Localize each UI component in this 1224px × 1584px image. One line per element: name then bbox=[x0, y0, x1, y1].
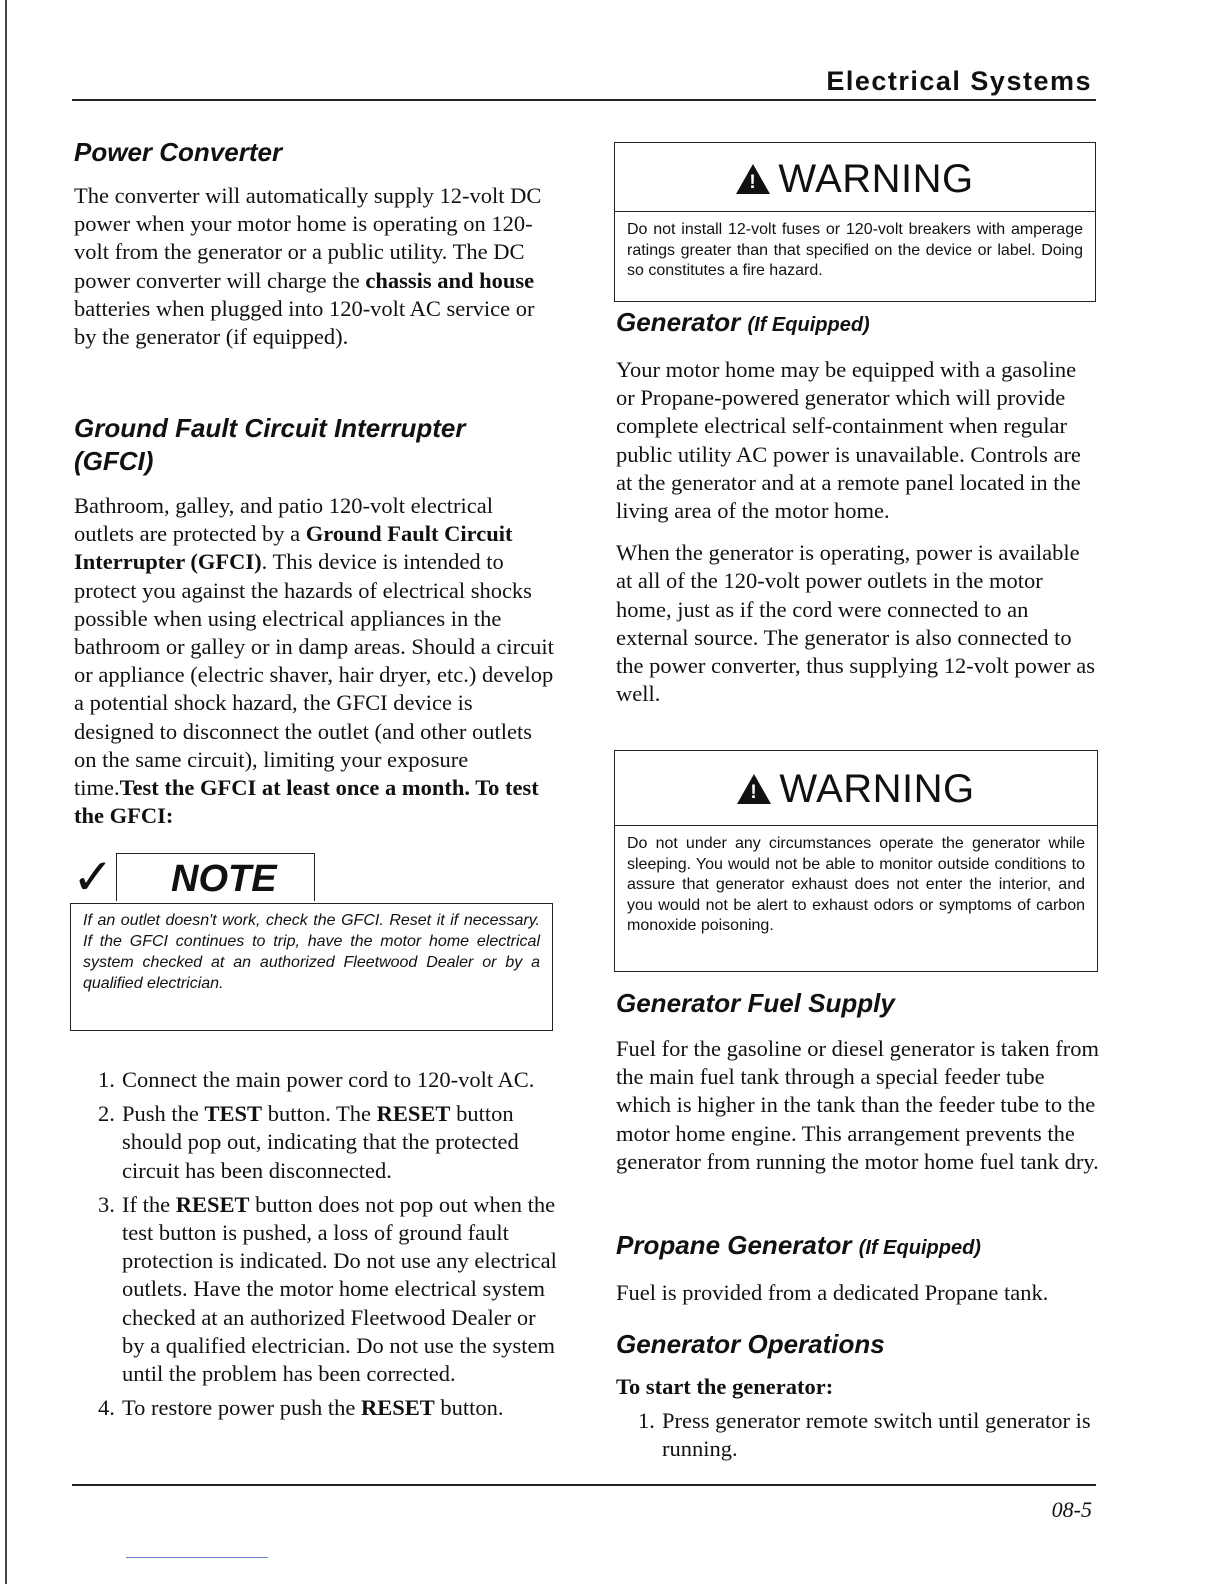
warning-title: ! WARNING bbox=[615, 751, 1097, 826]
left-margin-line bbox=[5, 0, 7, 1584]
operations-subheading: To start the generator: bbox=[616, 1374, 834, 1399]
generator-heading: Generator (If Equipped) bbox=[616, 307, 870, 337]
generator-section bbox=[616, 306, 1100, 708]
warning-text: Do not install 12-volt fuses or 120-volt breakers with amperage ratings greater than that specified on the device or label. Doing so constitutes a fire hazard. bbox=[627, 221, 1083, 279]
note-text: If an outlet doesn't work, check the GFCI. Reset it if necessary. If the GFCI continues to trip, have the motor home electrical system checked at an authorized Fleetwood Dealer or by a qualified electrician. bbox=[83, 912, 540, 992]
gfci-test-steps bbox=[76, 1066, 558, 1428]
gfci-heading: Ground Fault Circuit Interrupter (GFCI) bbox=[74, 413, 466, 476]
warning-text: Do not under any circumstances operate the generator while sleeping. You would not be able to monitor outside conditions to assure that generator exhaust does not enter the interior, and you would not be alert to exhaust odors or symptoms of carbon monoxide poisoning. bbox=[627, 835, 1085, 934]
propane-heading: Propane Generator (If Equipped) bbox=[616, 1230, 981, 1260]
warning-box-sleeping bbox=[614, 750, 1098, 972]
power-converter-heading: Power Converter bbox=[74, 137, 283, 167]
power-converter-section bbox=[74, 136, 554, 351]
power-converter-text: The converter will automatically supply 12-volt DC power when your motor home is operating on 120-volt from the generator or a public utility. The DC power converter will charge the chassis and house batteries when plugged into 120-volt AC service or by the generator (if equipped). bbox=[74, 183, 542, 350]
propane-section bbox=[616, 1229, 1100, 1307]
generator-text-2: When the generator is operating, power is available at all of the 120-volt power outlets in the motor home, just as if the cord were connected to an external source. The generator is also connected to the power converter, thus supplying 12-volt power as well. bbox=[616, 540, 1095, 707]
fuel-supply-section bbox=[616, 987, 1100, 1176]
list-item: 1. Press generator remote switch until generator is running. bbox=[638, 1408, 1091, 1462]
generator-text-1: Your motor home may be equipped with a gasoline or Propane-powered generator which will provide complete electrical self-containment when regular public utility AC power is unavailable. Controls are at the generator and at a remote panel located in the living area of the motor home. bbox=[616, 357, 1081, 524]
section-title: Electrical Systems bbox=[826, 66, 1092, 96]
note-label: NOTE bbox=[116, 853, 315, 901]
fuel-supply-heading: Generator Fuel Supply bbox=[616, 988, 895, 1018]
warning-triangle-icon: ! bbox=[737, 774, 771, 804]
operations-section bbox=[616, 1328, 1100, 1470]
list-item: 2. Push the TEST button. The RESET button should pop out, indicating that the protected circuit has been disconnected. bbox=[98, 1101, 519, 1183]
note-box bbox=[70, 903, 553, 1031]
list-item: 1. Connect the main power cord to 120-volt AC. bbox=[98, 1067, 535, 1092]
gfci-text: Bathroom, galley, and patio 120-volt electrical outlets are protected by a Ground Fault Circuit Interrupter (GFCI). This device is intended to protect you against the hazards of electrical shocks possible when using electrical appliances in the bathroom or galley or in damp areas. Should a circuit or appliance (electric shaver, hair dryer, etc.) develop a potential shock hazard, the GFCI device is designed to disconnect the outlet (and other outlets on the same circuit), limiting your exposure time.Test the GFCI at least once a month. To test the GFCI: bbox=[74, 493, 554, 829]
warning-triangle-icon: ! bbox=[736, 164, 770, 194]
propane-text: Fuel is provided from a dedicated Propane tank. bbox=[616, 1280, 1049, 1305]
gfci-section bbox=[74, 412, 554, 830]
fuel-supply-text: Fuel for the gasoline or diesel generator is taken from the main fuel tank through a special feeder tube which is higher in the tank than the feeder tube to the motor home engine. This arrangement prevents the generator from running the motor home fuel tank dry. bbox=[616, 1036, 1099, 1174]
warning-box-fuses bbox=[614, 142, 1096, 302]
operations-heading: Generator Operations bbox=[616, 1329, 885, 1359]
page-number: 08-5 bbox=[1051, 1497, 1092, 1522]
warning-title: ! WARNING bbox=[615, 143, 1095, 212]
header-rule bbox=[72, 99, 1096, 101]
list-item: 4. To restore power push the RESET button. bbox=[98, 1395, 504, 1421]
footer-rule bbox=[72, 1484, 1096, 1486]
checkmark-icon: ✓ bbox=[72, 848, 114, 906]
bottom-link-underline bbox=[126, 1557, 268, 1558]
list-item: 3. If the RESET button does not pop out when the test button is pushed, a loss of ground fault protection is indicated. Do not use any electrical outlets. Have the motor home electrical system checked at an authorized Fleetwood Dealer or by a qualified electrician. Do not use the system until the problem has been corrected. bbox=[98, 1191, 557, 1387]
